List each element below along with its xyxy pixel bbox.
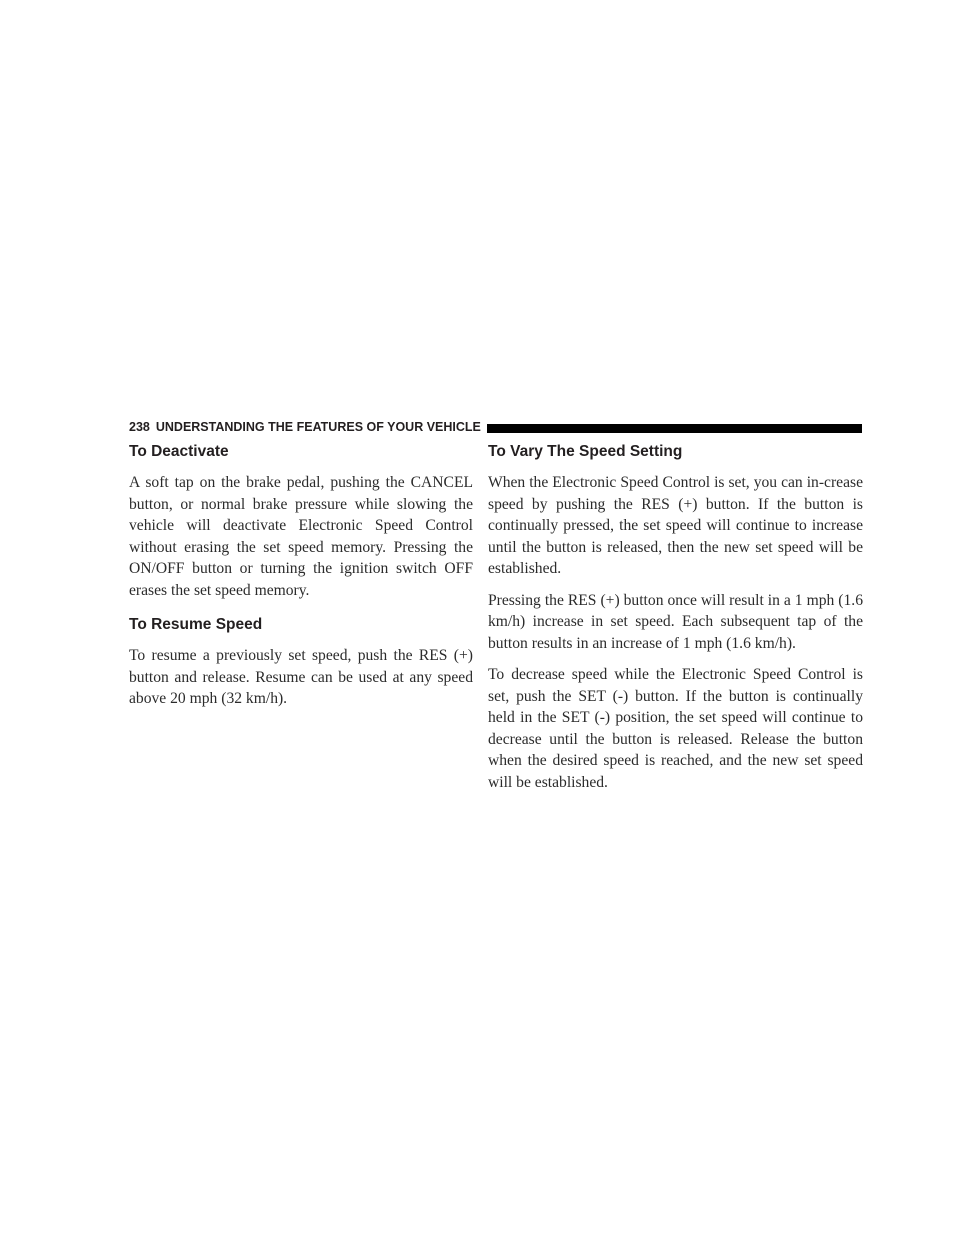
paragraph-vary-3: To decrease speed while the Electronic Speed Control is set, push the SET (-) button. If the button is continually held in the SET (-) position, the set speed will continue to decrease until the button is released. Release the button when the desired speed is reached, and the new set speed will be established. <box>488 666 863 791</box>
paragraph-vary-2: Pressing the RES (+) button once will result in a 1 mph (1.6 km/h) increase in set speed. Each subsequent tap of the button results in an increase of 1 mph (1.6 km/h). <box>488 591 863 652</box>
left-column <box>129 442 473 720</box>
header-rule <box>487 424 862 433</box>
paragraph-deactivate: A soft tap on the brake pedal, pushing the CANCEL button, or normal brake pressure while slowing the vehicle will deactivate Electronic Speed Control without erasing the set speed memory. Pressing the ON/OFF button or turning the ignition switch OFF erases the set speed memory. <box>129 474 473 599</box>
page-number: 238 <box>129 420 150 434</box>
right-column <box>488 442 863 803</box>
page-header <box>129 418 862 436</box>
section-deactivate <box>129 442 473 601</box>
section-resume <box>129 615 473 710</box>
heading-vary-speed: To Vary The Speed Setting <box>488 443 683 460</box>
section-vary-speed <box>488 442 863 793</box>
heading-deactivate: To Deactivate <box>129 443 229 460</box>
heading-resume: To Resume Speed <box>129 616 263 633</box>
paragraph-vary-1: When the Electronic Speed Control is set, you can in-crease speed by pushing the RES (+) button. If the button is continually pressed, the set speed will continue to increase until the button is released, then the new set speed will be established. <box>488 474 863 577</box>
paragraph-resume: To resume a previously set speed, push the RES (+) button and release. Resume can be used at any speed above 20 mph (32 km/h). <box>129 647 473 707</box>
chapter-title: UNDERSTANDING THE FEATURES OF YOUR VEHICLE <box>155 420 481 434</box>
